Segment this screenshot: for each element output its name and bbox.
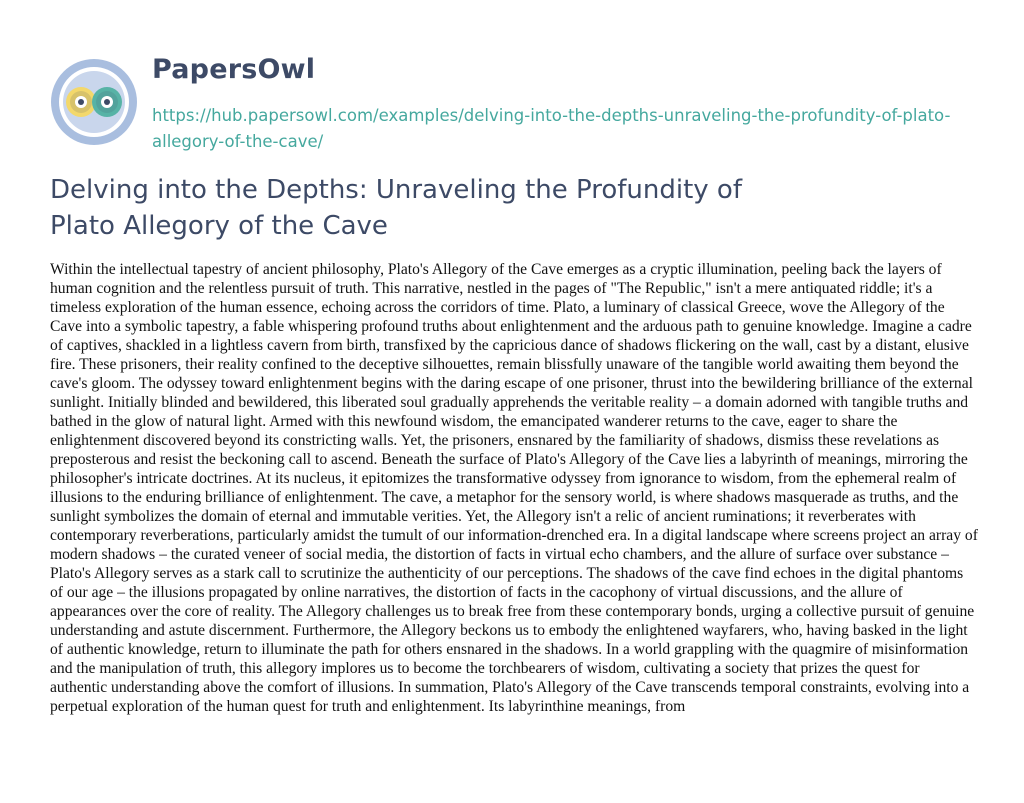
brand-name: PapersOwl: [152, 54, 316, 85]
owl-eyes-icon: [50, 58, 138, 146]
article-body: Within the intellectual tapestry of ancient philosophy, Plato's Allegory of the Cave emerges as a cryptic illumination, peeling back the layers of human cognition and the relentless pursuit of truth. This narrative, nestled in the pages of "The Republic," isn't a mere antiquated riddle; it's a timeless exploration of the human essence, echoing across the corridors of time. Plato, a luminary of classical Greece, wove the Allegory of the Cave into a symbolic tapestry, a fable whispering profound truths about enlightenment and the arduous path to genuine knowledge. Imagine a cadre of captives, shackled in a lightless cavern from birth, transfixed by the capricious dance of shadows flickering on the wall, cast by a distant, elusive fire. These prisoners, their reality confined to the deceptive silhouettes, remain blissfully unaware of the tangible world awaiting them beyond the cave's gloom. The odyssey toward enlightenment begins with the daring escape of one prisoner, thrust into the bewildering brilliance of the external sunlight. Initially blinded and bewildered, this liberated soul gradually apprehends the veritable reality – a domain adorned with tangible truths and bathed in the glow of natural light. Armed with this newfound wisdom, the emancipated wanderer returns to the cave, eager to share the enlightenment discovered beyond its constricting walls. Yet, the prisoners, ensnared by the familiarity of shadows, dismiss these revelations as preposterous and resist the beckoning call to ascend. Beneath the surface of Plato's Allegory of the Cave lies a labyrinth of meanings, mirroring the philosopher's intricate doctrines. At its nucleus, it epitomizes the transformative odyssey from ignorance to wisdom, from the ephemeral realm of illusions to the enduring brilliance of enlightenment. The cave, a metaphor for the sensory world, is where shadows masquerade as truths, and the sunlight symbolizes the domain of eternal and immutable verities. Yet, the Allegory isn't a relic of ancient ruminations; it reverberates with contemporary reverberations, particularly amidst the tumult of our information-drenched era. In a digital landscape where screens project an array of modern shadows – the curated veneer of social media, the distortion of facts in virtual echo chambers, and the allure of surface over substance – Plato's Allegory serves as a stark call to scrutinize the authenticity of our perceptions. The shadows of the cave find echoes in the digital phantoms of our age – the illusions propagated by online narratives, the distortion of facts in the cacophony of virtual discussions, and the allure of appearances over the core of reality. The Allegory challenges us to break free from these contemporary bonds, urging a collective pursuit of genuine understanding and astute discernment. Furthermore, the Allegory beckons us to embody the enlightened wayfarers, who, having basked in the light of authentic knowledge, return to illuminate the path for others ensnared in the shadows. In a world grappling with the quagmire of misinformation and the manipulation of truth, this allegory implores us to become the torchbearers of wisdom, cultivating a society that prizes the quest for authentic understanding above the comfort of illusions. In summation, Plato's Allegory of the Cave transcends temporal constraints, evolving into a perpetual exploration of the human quest for truth and enlightenment. Its labyrinthine meanings, from: [50, 261, 978, 715]
header: [50, 40, 980, 160]
article-title: Delving into the Depths: Unraveling the Profundity of Plato Allegory of the Cave: [50, 175, 742, 241]
source-url[interactable]: https://hub.papersowl.com/examples/delving-into-the-depths-unraveling-the-profundity-of-plato-allegory-of-the-cave/: [152, 106, 951, 151]
